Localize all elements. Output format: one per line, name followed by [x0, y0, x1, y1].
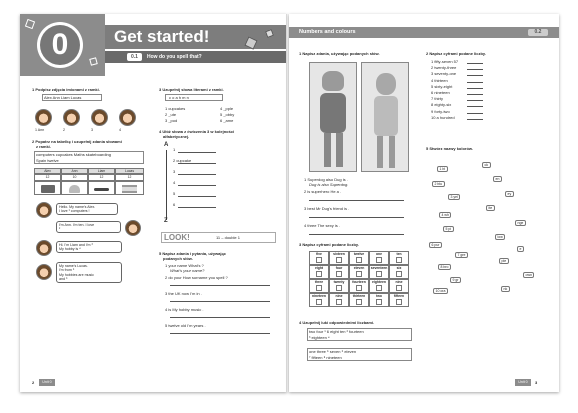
section-title: Numbers and colours — [299, 29, 356, 35]
colour-piece-left[interactable]: 2 blu — [432, 181, 445, 187]
table-head-ann: Ann — [61, 168, 88, 174]
number-grid — [309, 251, 409, 307]
ex4-item-4: 4 — [173, 180, 176, 185]
number-grid-cell — [389, 251, 409, 265]
rex1-line — [309, 217, 404, 218]
rex4-instruction: 4 Uzupełnij luki odpowiednimi liczbami. — [299, 320, 375, 325]
ex3-instruction: 3 Uzupełnij słowa literami z ramki. — [159, 87, 224, 92]
dug-leg-icon — [377, 136, 383, 168]
number-grid-cell — [349, 265, 369, 279]
speech-bubble-ann: I'm Ann. I'm ten. I love ² — [56, 221, 121, 233]
ex3-item-3: 3 _pod — [165, 118, 178, 123]
number-word: nine — [395, 280, 403, 284]
colour-piece-left[interactable]: 7 gre — [455, 252, 468, 258]
colour-piece-left[interactable]: 8 bro — [438, 264, 451, 270]
ex4-line — [178, 174, 216, 175]
number-word-item: 2 twenty-three — [431, 65, 457, 71]
number-grid-cell — [309, 293, 329, 307]
number-word-item: 8 eighty-six — [431, 102, 452, 108]
number-grid-cell — [329, 279, 349, 293]
answer-line[interactable] — [467, 63, 483, 64]
number-word: two — [376, 294, 382, 298]
answer-square[interactable] — [356, 299, 362, 305]
alphabet-end: Z — [164, 218, 168, 224]
alphabet-start: A — [164, 142, 169, 148]
number-word: ten — [396, 252, 402, 256]
number-word-item: 4 thirteen — [431, 77, 448, 83]
answer-line[interactable] — [467, 69, 483, 70]
number-word-item: 9 forty-two — [431, 108, 450, 114]
number-word: seventeen — [370, 266, 388, 270]
colour-pieces-area — [429, 154, 547, 304]
lesson-number-right: 0.2 — [528, 29, 548, 36]
answer-square[interactable] — [376, 299, 382, 305]
ex5-item-4: 4 is My hobby music . — [165, 307, 204, 312]
ex5-line — [170, 301, 270, 302]
answer-square[interactable] — [396, 257, 402, 263]
number-grid-cell — [389, 279, 409, 293]
ex5-line — [170, 317, 270, 318]
colour-piece-left[interactable]: 5 pi — [443, 226, 454, 232]
ex2-instruction-2: z ramki. — [36, 144, 51, 149]
rex2-instruction: 2 Napisz cyframi podane liczby. — [426, 51, 486, 56]
rex1-example-answer: Dug is also Superdog. — [309, 182, 349, 187]
rex1-line — [309, 200, 404, 201]
ex4-item-1: 1 — [173, 147, 176, 152]
answer-square[interactable] — [396, 299, 402, 305]
colour-piece-left[interactable]: 6 pur — [429, 242, 442, 248]
table-head-alex: Alex — [34, 168, 61, 174]
colour-piece-right[interactable]: e — [517, 246, 524, 252]
number-grid-cell — [309, 265, 329, 279]
number-word: five — [316, 252, 322, 256]
answer-square[interactable] — [336, 257, 342, 263]
ex4-line — [178, 207, 216, 208]
photo-child-4 — [119, 109, 136, 126]
ex4-line — [178, 152, 216, 153]
cupcake-icon — [69, 185, 80, 193]
ex4-line — [178, 185, 216, 186]
photo-alex — [36, 202, 52, 218]
dug-leg-icon — [389, 136, 395, 168]
answer-line[interactable] — [467, 100, 483, 101]
table-head-liam: Liam — [88, 168, 115, 174]
number-word: eight — [314, 266, 324, 270]
number-word: twelve — [353, 252, 365, 256]
number-grid-cell — [329, 265, 349, 279]
answer-square[interactable] — [316, 285, 322, 291]
dog-leg-icon — [324, 133, 331, 167]
answer-square[interactable] — [356, 285, 362, 291]
unit-tag-left: Unit 0 — [39, 379, 55, 386]
dog-body-icon — [320, 93, 346, 133]
colour-piece-left[interactable]: 1 bl — [437, 166, 448, 172]
colour-piece-right[interactable]: ey — [505, 191, 514, 197]
colour-piece-right[interactable]: nge — [515, 220, 526, 226]
answer-square[interactable] — [336, 299, 342, 305]
table-cell — [61, 181, 88, 195]
number-grid-cell — [369, 251, 389, 265]
rex1-line — [309, 234, 404, 235]
ex3-item-1: 1 cupcakes — [165, 106, 186, 111]
dug-head-icon — [376, 73, 396, 95]
number-word: sixteen — [333, 252, 345, 256]
ex5-line — [170, 285, 270, 286]
number-grid-cell — [349, 293, 369, 307]
photo-lucas — [36, 264, 52, 280]
ex1-instruction: 1 Podpisz zdjęcia imionami z ramki. — [32, 87, 100, 92]
number-word: eleven — [353, 266, 365, 270]
dog-leg-icon — [336, 133, 343, 167]
ex4-line — [178, 196, 216, 197]
answer-line[interactable] — [467, 88, 483, 89]
alphabet-arrow — [166, 150, 167, 220]
right-page — [289, 14, 559, 392]
ex4-instruction: 4 Ułóż słowa z ćwiczenia 3 w kolejności — [159, 129, 235, 134]
answer-square[interactable] — [356, 271, 362, 277]
rex1-instruction: 1 Napisz zdania, używając podanych słów. — [299, 51, 380, 56]
ex3-letters: c o a h m n — [169, 95, 189, 100]
ex1-words: Alex Ann Liam Lucas — [44, 95, 82, 100]
ex5-item-1: 1 your name What's ? — [165, 263, 204, 268]
page-title: Get started! — [114, 27, 210, 46]
table-cell: 10 — [61, 174, 88, 181]
ex4-item-6: 6 — [173, 202, 176, 207]
rex5-instruction: 5 Stwórz nazwy kolorów. — [426, 146, 473, 151]
number-grid-cell — [369, 279, 389, 293]
photo-liam — [36, 240, 52, 256]
rex1-item-3: 3 best Mr Dug's friend is . — [304, 206, 350, 211]
page-number-left: 2 — [32, 380, 35, 385]
answer-square[interactable] — [376, 257, 382, 263]
colour-piece-left[interactable]: 9 gr — [450, 277, 461, 283]
ex5-item-3: 3 the UK now I'm in . — [165, 291, 202, 296]
look-text: 11 – double 1 — [216, 235, 240, 240]
table-cell — [115, 181, 144, 195]
answer-square[interactable] — [316, 271, 322, 277]
number-grid-cell — [369, 293, 389, 307]
mr-dug-image — [361, 62, 409, 172]
look-label: LOOK! — [164, 233, 190, 242]
colour-piece-right[interactable]: ite — [486, 205, 495, 211]
ex4-item-2: 2 cupcake — [173, 158, 192, 163]
number-word-item: 6 nineteen — [431, 90, 450, 95]
number-word-item: 1 fifty-seven 57 — [431, 59, 459, 64]
number-word: nineteen — [312, 294, 326, 298]
speech-bubble-liam: Hi. I'm Liam and I'm ³ My hobby is ⁴ — [56, 241, 122, 253]
table-cell: 12 — [34, 174, 61, 181]
table-cell: 12 — [115, 174, 144, 181]
number-word: nine — [335, 294, 343, 298]
number-grid-cell — [369, 265, 389, 279]
ex2-words-2: Spain twelve — [36, 158, 59, 163]
colour-piece-right[interactable]: en — [493, 176, 502, 182]
ex3-item-6: 6 _ame — [220, 118, 234, 123]
ex5-item-2: 2 do your How surname you spell ? — [165, 275, 228, 280]
speech-bubble-lucas: My name's Lucas. I'm from ⁵ My hobbies are music and ⁶ — [56, 262, 122, 283]
ex1-caption-1: 1 Ann — [35, 128, 45, 132]
unit-number: 0 — [51, 28, 69, 61]
number-grid-cell — [349, 279, 369, 293]
table-cell — [34, 181, 61, 195]
ex4-item-3: 3 — [173, 169, 176, 174]
number-word: thirteen — [352, 294, 366, 298]
ex1-caption-4: 4 — [119, 128, 121, 132]
colour-piece-right[interactable]: low — [495, 234, 505, 240]
left-header — [20, 14, 287, 76]
number-word: twenty — [333, 280, 345, 284]
photo-ann — [35, 109, 52, 126]
ex3-item-4: 4 _pple — [220, 106, 234, 111]
photo-ann-2 — [125, 220, 141, 236]
ex5-line — [170, 333, 270, 334]
ex1-caption-2: 2 — [63, 128, 65, 132]
ex5-item-5: 5 twelve old I'm years . — [165, 323, 206, 328]
answer-square[interactable] — [336, 285, 342, 291]
answer-square[interactable] — [336, 271, 342, 277]
colour-piece-right[interactable]: ple — [499, 258, 509, 264]
number-word: one — [375, 252, 383, 256]
ex3-item-2: 2 _ute — [165, 112, 177, 117]
number-grid-cell — [329, 251, 349, 265]
number-word: three — [314, 280, 324, 284]
number-grid-cell — [309, 251, 329, 265]
answer-line[interactable] — [467, 94, 483, 95]
answer-line[interactable] — [467, 75, 483, 76]
answer-square[interactable] — [396, 285, 402, 291]
ex2-words-1: computers cupcakes Maths skateboarding — [36, 152, 111, 157]
lesson-number: 0.1 — [127, 53, 142, 61]
rex4-row-1-text: two four ¹ 6 eight ten ² fourteen — [309, 329, 364, 334]
number-grid-cell — [329, 293, 349, 307]
answer-square[interactable] — [316, 299, 322, 305]
lesson-title: How do you spell that? — [147, 54, 202, 60]
number-word: four — [335, 266, 343, 270]
table-cell — [88, 181, 115, 195]
number-grid-cell — [349, 251, 369, 265]
answer-square[interactable] — [356, 257, 362, 263]
skateboard-icon — [94, 188, 109, 191]
ex2-instruction: 2 Popatrz na tabelkę i uzupełnij zdania słowami — [32, 139, 122, 144]
page-number-right: 3 — [535, 380, 538, 385]
number-word-list — [431, 59, 491, 121]
number-word: fifteen — [393, 294, 405, 298]
number-word-item: 7 thirty — [431, 96, 444, 102]
ex5-example-answer: What's your name? — [170, 268, 205, 273]
answer-line[interactable] — [467, 82, 483, 83]
table-head-lucas: Lucas — [115, 168, 144, 174]
answer-line[interactable] — [467, 119, 483, 120]
speech-bubble-alex: Hello. My name's Alex. I love ¹ computers ! — [56, 203, 118, 215]
colour-piece-right[interactable]: own — [523, 272, 534, 278]
computer-icon — [41, 185, 55, 193]
table-cell: 12 — [88, 174, 115, 181]
number-word: eighteen — [372, 280, 386, 284]
number-grid-cell — [389, 265, 409, 279]
number-word-item: 10 a hundred — [431, 114, 455, 120]
ex4-instruction-2: alfabetycznej. — [163, 134, 190, 139]
rex3-instruction: 3 Napisz cyframi podane liczby. — [299, 242, 359, 247]
ex3-item-5: 5 _obby — [220, 112, 235, 117]
ex1-caption-3: 3 — [91, 128, 93, 132]
number-grid-cell — [309, 279, 329, 293]
number-grid-cell — [389, 293, 409, 307]
rex1-item-2: 2 is superhero He a . — [304, 189, 342, 194]
rex1-item-1: 1 Superdog also Dug is . — [304, 177, 348, 182]
number-word-item: 5 sixty-eight — [431, 83, 453, 89]
colour-piece-right[interactable]: ck — [482, 162, 491, 168]
left-page — [20, 14, 287, 392]
rex4-row-1b-text: ³ eighteen ⁴ — [309, 335, 330, 340]
colour-piece-left[interactable]: 4 wh — [439, 212, 451, 218]
colour-piece-left[interactable]: 3 yel — [448, 194, 460, 200]
superdog-image — [309, 62, 357, 172]
rex4-row-2b-text: ⁷ fifteen ⁸ nineteen — [309, 355, 342, 360]
answer-square[interactable] — [376, 271, 382, 277]
spain-flag-icon — [122, 185, 137, 193]
photo-child-3 — [91, 109, 108, 126]
answer-square[interactable] — [376, 285, 382, 291]
dug-body-icon — [374, 96, 398, 136]
unit-tag-right: Unit 0 — [515, 379, 531, 386]
ex5-instruction-2: podanych słów. — [163, 256, 193, 261]
number-word: fourteen — [352, 280, 366, 284]
colour-piece-left[interactable]: 10 ora — [433, 288, 448, 294]
answer-square[interactable] — [396, 271, 402, 277]
answer-line[interactable] — [467, 106, 483, 107]
photo-child-2 — [63, 109, 80, 126]
ex4-line — [178, 163, 216, 164]
answer-square[interactable] — [316, 257, 322, 263]
number-word-item: 3 seventy-one — [431, 71, 457, 77]
dog-head-icon — [322, 71, 344, 91]
rex4-row-2-text: one three ⁵ seven ⁶ eleven — [309, 349, 357, 354]
rex1-item-4: 4 three The sexy is . — [304, 223, 340, 228]
ex4-item-5: 5 — [173, 191, 176, 196]
ex5-instruction: 5 Napisz zdania i pytania, używając — [159, 251, 226, 256]
number-word: six — [396, 266, 402, 270]
answer-line[interactable] — [467, 113, 483, 114]
colour-piece-right[interactable]: nk — [501, 286, 510, 292]
